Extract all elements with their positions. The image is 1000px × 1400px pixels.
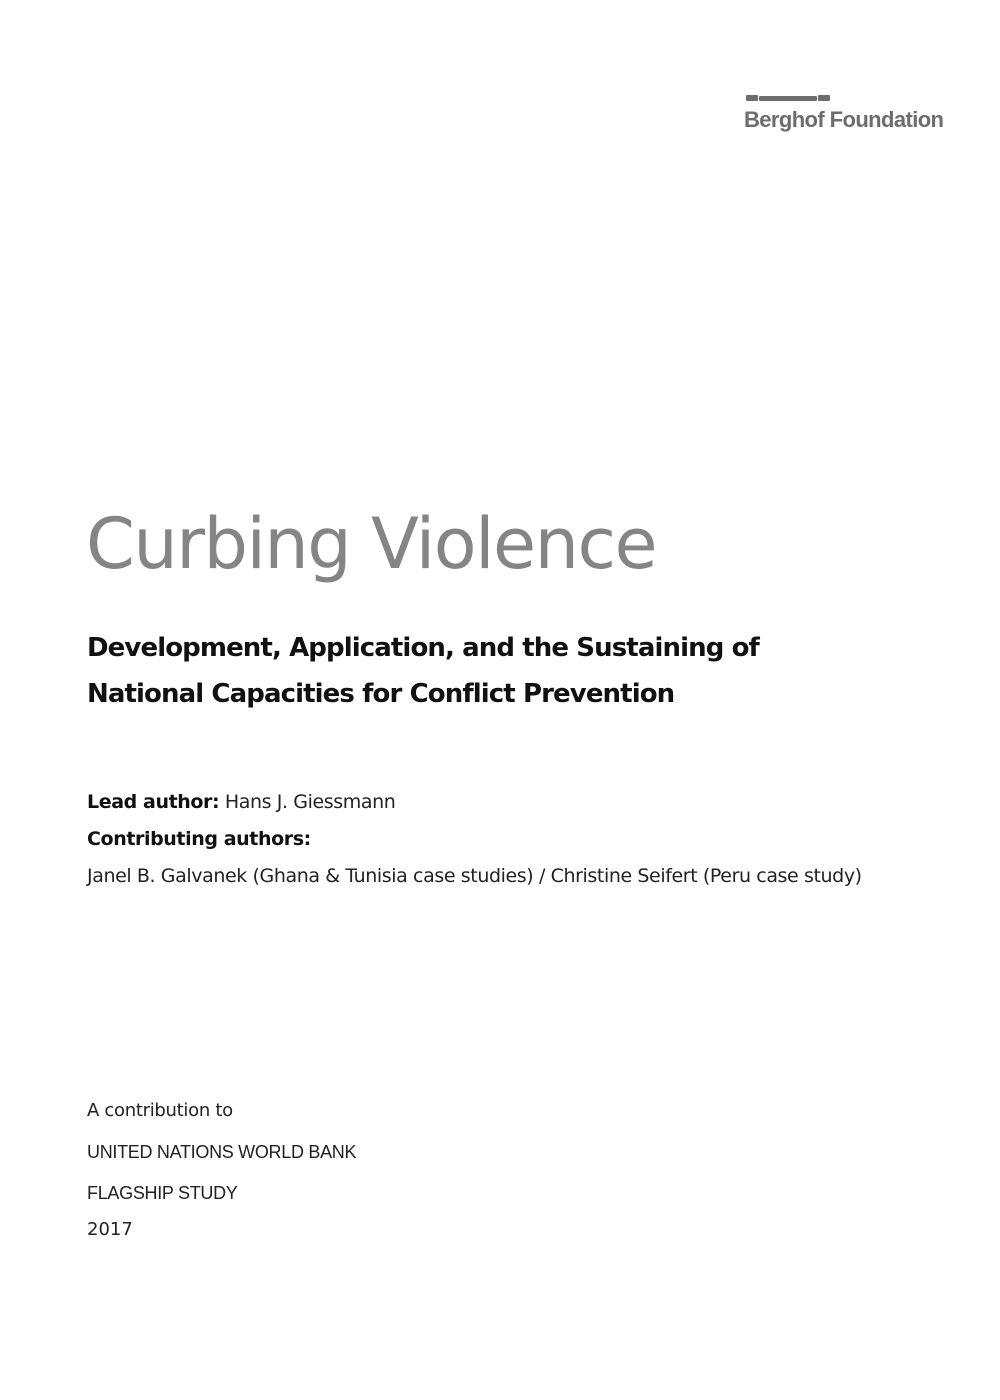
contributing-authors-line xyxy=(87,825,862,862)
contributing-authors-label: Contributing authors: xyxy=(87,828,311,850)
subtitle-line-2: National Capacities for Conflict Prevention xyxy=(87,679,675,709)
authors-block xyxy=(87,788,862,899)
lead-author-name: Hans J. Giessmann xyxy=(224,791,396,813)
contribution-line-1: UNITED NATIONS WORLD BANK xyxy=(87,1142,357,1162)
contribution-line-2: FLAGSHIP STUDY xyxy=(87,1183,238,1203)
subtitle xyxy=(87,625,759,717)
contributing-authors-names: Janel B. Galvanek (Ghana & Tunisia case studies) / Christine Seifert (Peru case study) xyxy=(87,865,862,887)
subtitle-line-1: Development, Application, and the Sustaining of xyxy=(87,633,759,663)
lead-author-line xyxy=(87,788,862,825)
page-title: Curbing Violence xyxy=(86,503,657,585)
logo-text: Berghof Foundation xyxy=(744,107,944,132)
logo-bar-icon xyxy=(746,95,830,101)
contribution-block xyxy=(87,1098,356,1243)
contribution-intro: A contribution to xyxy=(87,1100,233,1121)
publication-year: 2017 xyxy=(87,1219,133,1240)
lead-author-label: Lead author: xyxy=(87,791,220,813)
